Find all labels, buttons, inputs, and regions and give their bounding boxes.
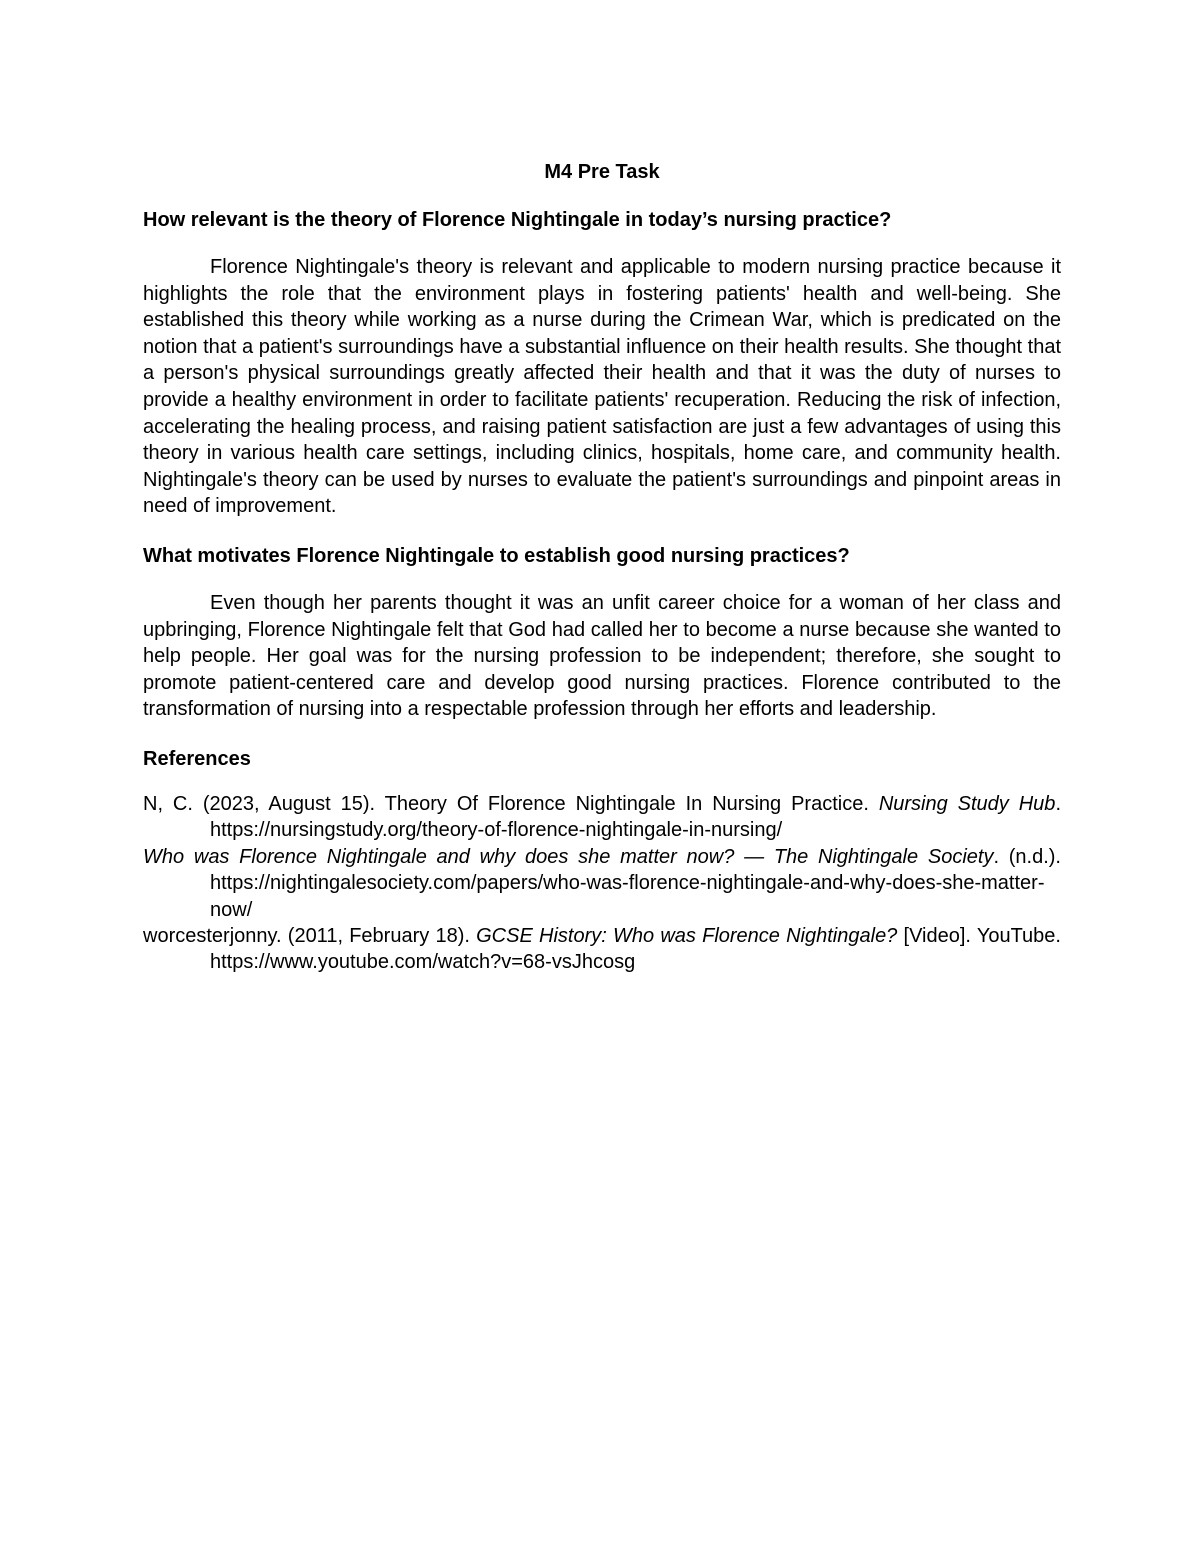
reference-entry: [143, 923, 1061, 976]
document-title: M4 Pre Task: [544, 161, 660, 183]
document-page: [143, 158, 1061, 976]
reference-entry: [143, 791, 1061, 844]
reference-source-title: Nursing Study Hub: [878, 792, 1056, 815]
reference-text: [Video]. YouTube. https://www.youtube.com/watch?v=68-vsJhcosg: [210, 924, 1061, 974]
reference-entry: [143, 844, 1061, 923]
reference-source-title: Who was Florence Nightingale and why does she matter now? — The Nightingale Society: [143, 845, 994, 868]
question-2-heading: What motivates Florence Nightingale to establish good nursing practices?: [143, 544, 850, 567]
reference-source-title: GCSE History: Who was Florence Nightingale?: [476, 924, 898, 947]
answer-2-paragraph: Even though her parents thought it was an unfit career choice for a woman of her class and upbringing, Florence Nightingale felt that God had called her to become a nurse because she wanted to help people. Her goal was for the nursing profession to be independent; therefore, she sought to promote patient-centered care and develop good nursing practices. Florence contributed to the transformation of nursing into a respectable profession through her efforts and leadership.: [143, 591, 1061, 721]
references-heading: References: [143, 747, 251, 770]
references-list: [143, 791, 1061, 976]
question-1-heading: How relevant is the theory of Florence Nightingale in today’s nursing practice?: [143, 209, 892, 231]
reference-text: worcesterjonny. (2011, February 18).: [143, 924, 477, 947]
reference-text: N, C. (2023, August 15). Theory Of Florence Nightingale In Nursing Practice.: [143, 792, 879, 815]
reference-text: . (n.d.). https://nightingalesociety.com/papers/who-was-florence-nightingale-and-why-does-she-matter-now/: [210, 845, 1061, 921]
answer-1-paragraph: Florence Nightingale's theory is relevant and applicable to modern nursing practice because it highlights the role that the environment plays in fostering patients' health and well-being. She established this theory while working as a nurse during the Crimean War, which is predicated on the notion that a patient's surroundings have a substantial influence on their health results. She thought that a person's physical surroundings greatly affected their health and that it was the duty of nurses to provide a healthy environment in order to facilitate patients' recuperation. Reducing the risk of infection, accelerating the healing process, and raising patient satisfaction are just a few advantages of using this theory in various health care settings, including clinics, hospitals, home care, and community health. Nightingale's theory can be used by nurses to evaluate the patient's surroundings and pinpoint areas in need of improvement.: [143, 256, 1061, 518]
reference-text: . https://nursingstudy.org/theory-of-florence-nightingale-in-nursing/: [210, 792, 1061, 842]
